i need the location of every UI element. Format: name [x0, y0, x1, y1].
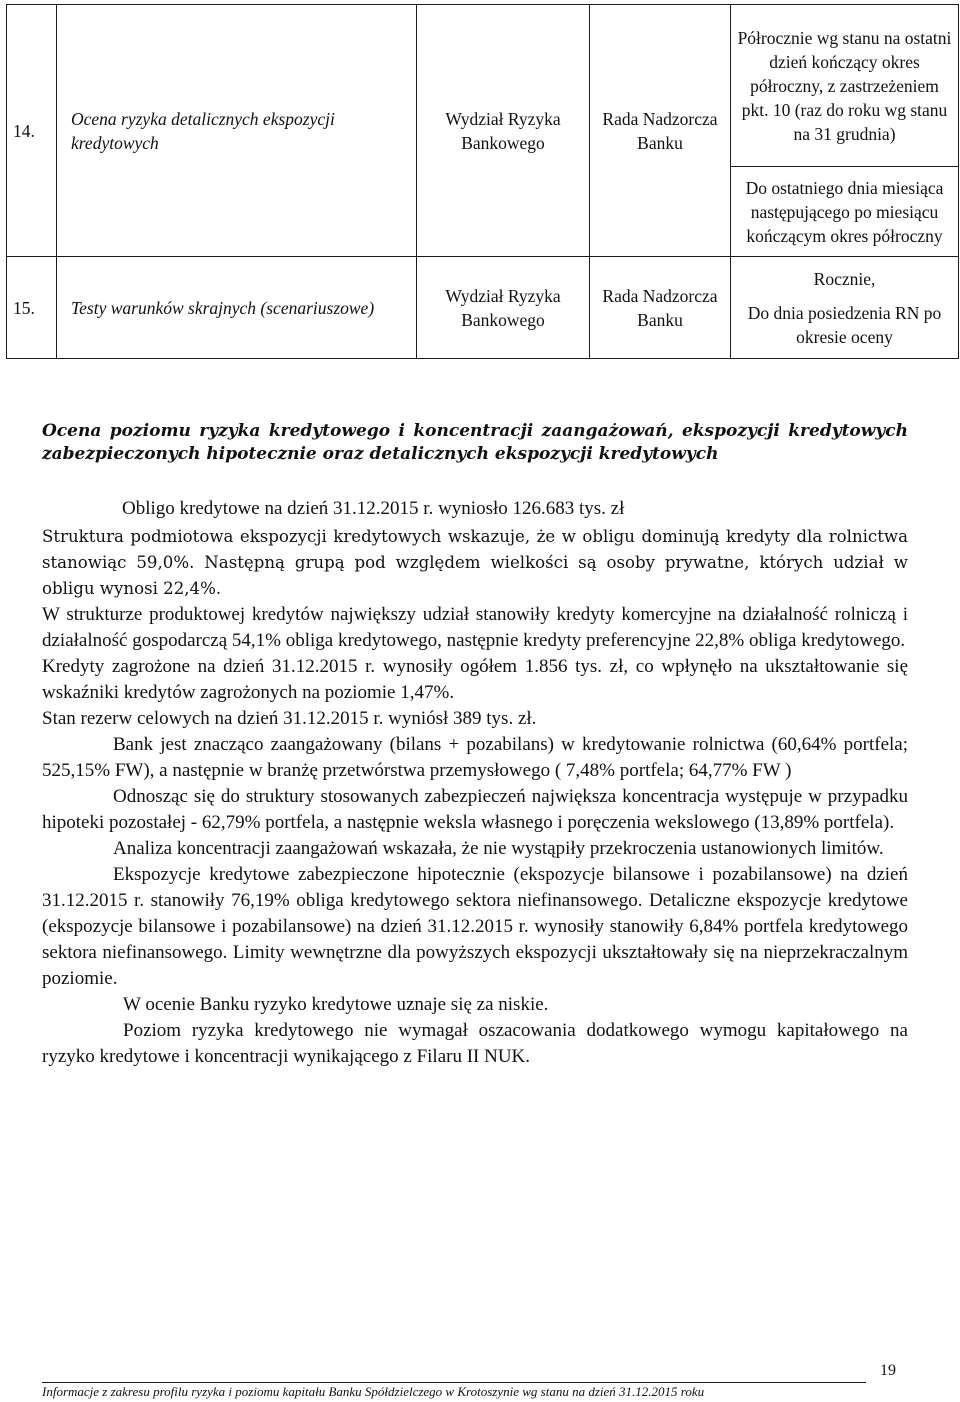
table-row: [7, 257, 959, 359]
structure-block: [42, 524, 908, 602]
page-number: 19: [880, 1362, 896, 1379]
row-recipient: Rada Nadzorcza Banku: [590, 5, 731, 257]
obligo-paragraph: Obligo kredytowe na dzień 31.12.2015 r. wyniosło 126.683 tys. zł: [122, 498, 625, 519]
row-number: 14.: [7, 5, 57, 257]
capital-paragraph: Poziom ryzyka kredytowego nie wymagał oszacowania dodatkowego wymogu kapitałowego na ryzyko kredytowe i koncentracji wynikającego z Filaru II NUK.: [42, 1020, 908, 1067]
assessment-paragraph: W ocenie Banku ryzyko kredytowe uznaje się za niskie.: [123, 994, 549, 1015]
footer-divider: [42, 1382, 866, 1383]
agriculture-paragraph: Bank jest znacząco zaangażowany (bilans + pozabilans) w kredytowanie rolnictwa (60,64% portfela; 525,15% FW), a następnie w branżę przetwórstwa przemysłowego ( 7,48% portfela; 64,77% FW ): [42, 734, 908, 781]
structure-paragraph: Struktura podmiotowa ekspozycji kredytowych wskazuje, że w obligu dominują kredyty dla rolnictwa stanowiąc 59,0%. Następną grupą pod względem wielkości są osoby prywatne, których udział w obligu wynosi 22,4%.: [42, 527, 908, 598]
risk-reporting-table: [6, 4, 959, 359]
row-description: Testy warunków skrajnych (scenariuszowe): [57, 257, 417, 359]
row-deadline: Do ostatniego dnia miesiąca następującego po miesiącu kończącym okres półroczny: [731, 167, 959, 257]
row-unit: Wydział Ryzyka Bankowego: [417, 257, 590, 359]
row-description: Ocena ryzyka detalicznych ekspozycji kredytowych: [57, 5, 417, 257]
row-periodicity: Rocznie,: [813, 268, 876, 289]
section-heading: Ocena poziomu ryzyka kredytowego i koncentracji zaangażowań, ekspozycji kredytowych zabezpieczonych hipotecznie oraz detalicznych ekspozycji kredytowych: [42, 421, 908, 464]
row-periodicity-deadline: [731, 257, 959, 359]
row-number: 15.: [7, 257, 57, 359]
product-paragraph: W strukturze produktowej kredytów największy udział stanowiły kredyty komercyjne na działalność rolniczą i działalność gospodarczą 54,1% obliga kredytowego, następnie kredyty preferencyjne 22,8% obliga kredytowego.: [42, 604, 908, 651]
section-body-main: [42, 602, 908, 1070]
collateral-paragraph: Odnosząc się do struktury stosowanych zabezpieczeń największa koncentracja występuje w przypadku hipoteki pozostałej - 62,79% portfela, a następnie weksla własnego i poręczenia wekslowego (13,89% portfela).: [42, 786, 908, 833]
table-row: [7, 5, 959, 167]
section-body: [42, 496, 908, 522]
row-recipient: Rada Nadzorcza Banku: [590, 257, 731, 359]
row-periodicity: Półrocznie wg stanu na ostatni dzień kończący okres półroczny, z zastrzeżeniem pkt. 10 (raz do roku wg stanu na 31 grudnia): [731, 5, 959, 167]
concentration-paragraph: Analiza koncentracji zaangażowań wskazała, że nie wystąpiły przekroczenia ustanowionych limitów.: [113, 838, 884, 859]
row-deadline: Do dnia posiedzenia RN po okresie oceny: [747, 302, 942, 347]
mortgage-paragraph: Ekspozycje kredytowe zabezpieczone hipotecznie (ekspozycje bilansowe i pozabilansowe) na dzień 31.12.2015 r. stanowiły 76,19% obliga kredytowego sektora niefinansowego. Detaliczne ekspozycje kredytowe (ekspozycje bilansowe i pozabilansowe) na dzień 31.12.2015 r. wynosiły stanowiły 6,84% portfela kredytowego sektora niefinansowego. Limity wewnętrzne dla powyższych ekspozycji ukształtowały się na nieprzekraczalnym poziomie.: [42, 864, 908, 989]
impaired-paragraph: Kredyty zagrożone na dzień 31.12.2015 r. wynosiły ogółem 1.856 tys. zł, co wpłynęło na ukształtowanie się wskaźniki kredytów zagrożonych na poziomie 1,47%.: [42, 656, 908, 703]
reserves-paragraph: Stan rezerw celowych na dzień 31.12.2015 r. wyniósł 389 tys. zł.: [42, 708, 537, 729]
footer-text: Informacje z zakresu profilu ryzyka i poziomu kapitału Banku Spółdzielczego w Krotoszynie wg stanu na dzień 31.12.2015 roku: [42, 1384, 705, 1399]
row-unit: Wydział Ryzyka Bankowego: [417, 5, 590, 257]
